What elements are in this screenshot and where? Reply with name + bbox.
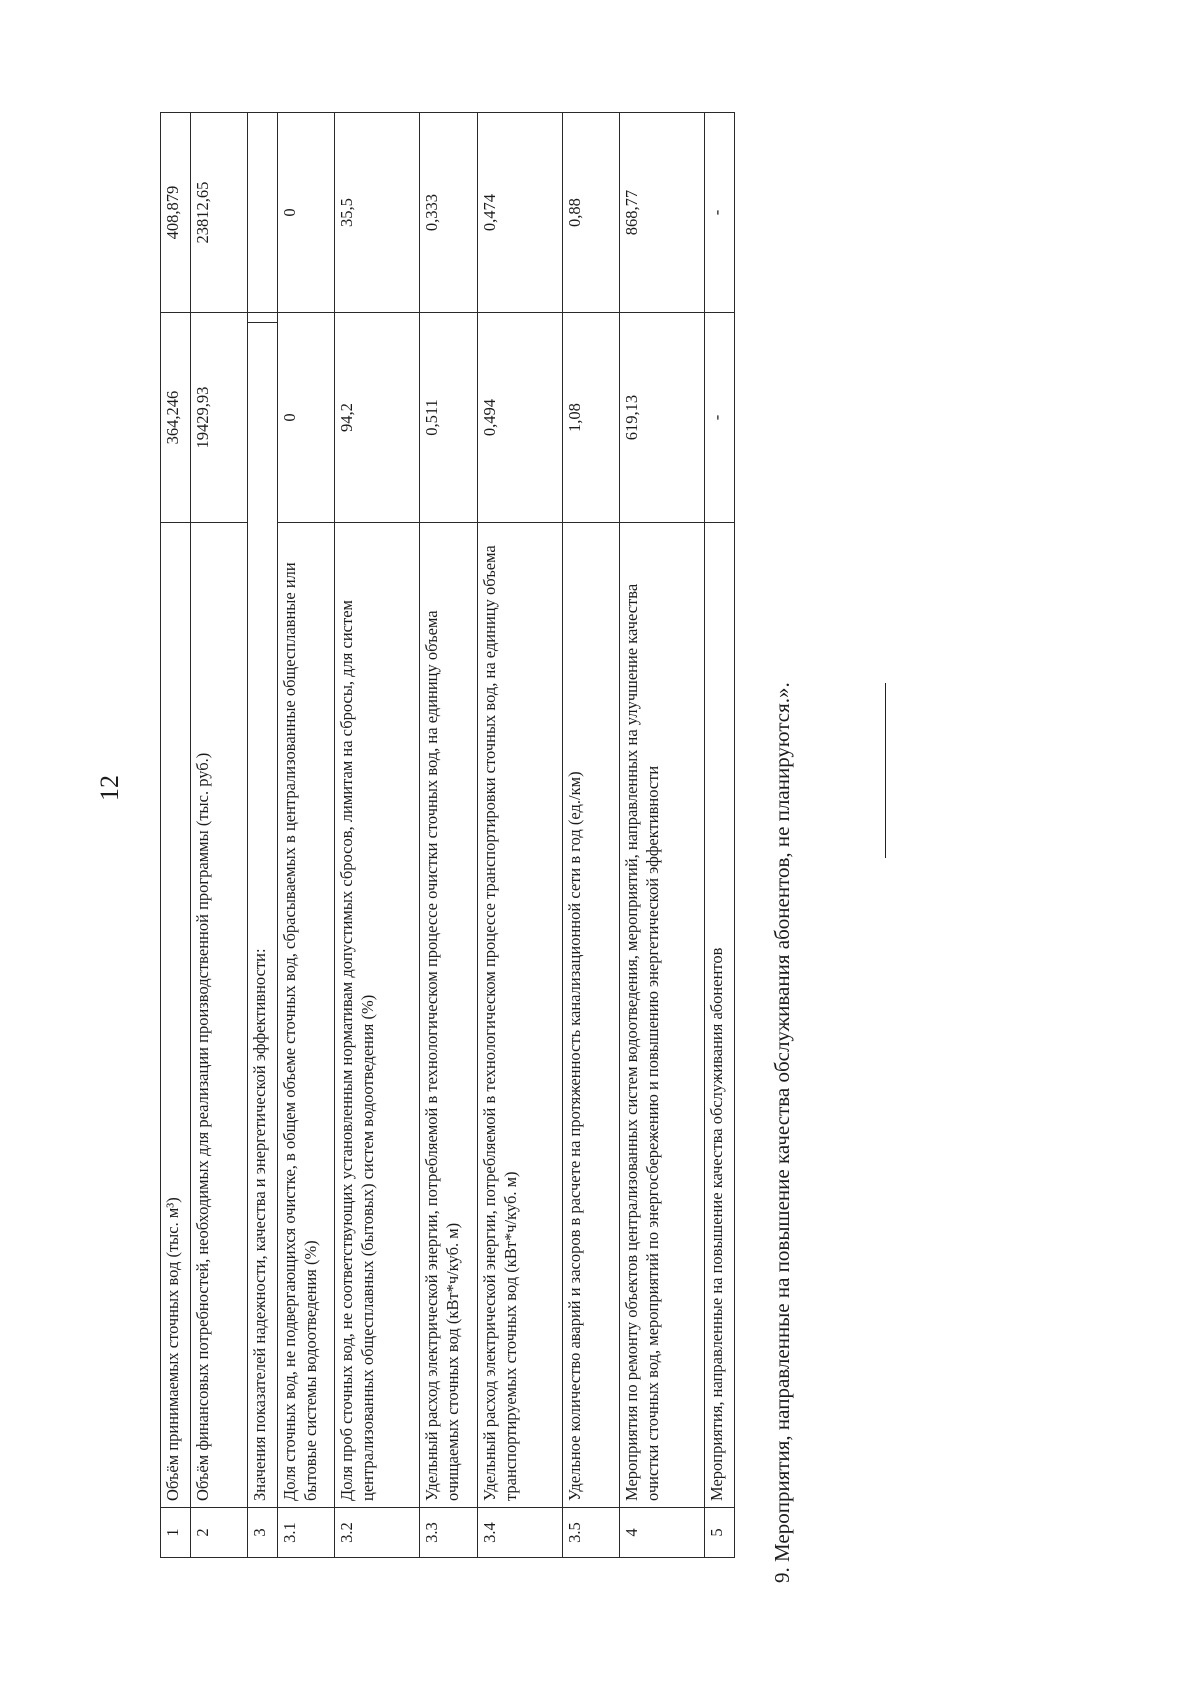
table-row [477, 113, 562, 1558]
value-year-1: - [705, 313, 735, 523]
table-row [190, 113, 247, 1558]
divider-line [885, 683, 886, 858]
row-description: Объём финансовых потребностей, необходимых для реализации производственной программы (тыс. руб.) [190, 523, 247, 1508]
row-description: Объём принимаемых сточных вод (тыс. м³) [161, 523, 191, 1508]
value-year-1: 1,08 [562, 313, 619, 523]
value-year-1: 94,2 [335, 313, 420, 523]
table-row [335, 113, 420, 1558]
value-year-2: 0,474 [477, 113, 562, 313]
table-row [248, 113, 278, 1558]
table-row [420, 113, 477, 1558]
table-row [161, 113, 191, 1558]
row-number: 3 [248, 1508, 278, 1558]
table-row [705, 113, 735, 1558]
row-description: Удельный расход электрической энергии, потребляемой в технологическом процессе транспортировки сточных вод, на единицу объема транспортируемых сточных вод (кВт*ч/куб. м) [477, 523, 562, 1508]
row-description: Значения показателей надежности, качества и энергетической эффективности: [248, 323, 278, 1508]
column-gap [248, 313, 278, 323]
indicators-table [160, 112, 735, 1558]
value-year-1: 364,246 [161, 313, 191, 523]
table-row [620, 113, 705, 1558]
value-year-2: 23812,65 [190, 113, 247, 313]
row-description: Доля проб сточных вод, не соответствующих установленным нормативам допустимых сбросов, лимитам на сбросы, для систем централизованных общесплавных (бытовых) систем водоотведения (%) [335, 523, 420, 1508]
row-number: 3.2 [335, 1508, 420, 1558]
value-year-1: 0 [278, 313, 335, 523]
row-number: 2 [190, 1508, 247, 1558]
value-year-1: 0,494 [477, 313, 562, 523]
value-year-2 [248, 113, 278, 313]
footnote-text: 9. Мероприятия, направленные на повышение качества обслуживания абонентов, не планируются.». [770, 682, 794, 1583]
value-year-2: 0 [278, 113, 335, 313]
value-year-1: 619,13 [620, 313, 705, 523]
value-year-2: 408,879 [161, 113, 191, 313]
table-row [562, 113, 619, 1558]
row-description: Мероприятия по ремонту объектов централизованных систем водоотведения, мероприятий, направленных на улучшение качества очистки сточных вод, мероприятий по энергосбережению и повышению энергетической эффективности [620, 523, 705, 1508]
row-number: 1 [161, 1508, 191, 1558]
row-number: 4 [620, 1508, 705, 1558]
row-description: Удельное количество аварий и засоров в расчете на протяженность канализационной сети в год (ед./км) [562, 523, 619, 1508]
value-year-2: 0,88 [562, 113, 619, 313]
page-number: 12 [95, 775, 124, 801]
row-number: 3.3 [420, 1508, 477, 1558]
value-year-1: 19429,93 [190, 313, 247, 523]
row-description: Мероприятия, направленные на повышение качества обслуживания абонентов [705, 523, 735, 1508]
value-year-2: 868,77 [620, 113, 705, 313]
row-description: Доля сточных вод, не подвергающихся очистке, в общем объеме сточных вод, сбрасываемых в централизованные общесплавные или бытовые системы водоотведения (%) [278, 523, 335, 1508]
row-description: Удельный расход электрической энергии, потребляемой в технологическом процессе очистки сточных вод, на единицу объема очищаемых сточных вод (кВт*ч/куб. м) [420, 523, 477, 1508]
value-year-1: 0,511 [420, 313, 477, 523]
row-number: 3.1 [278, 1508, 335, 1558]
value-year-2: - [705, 113, 735, 313]
value-year-2: 0,333 [420, 113, 477, 313]
row-number: 3.5 [562, 1508, 619, 1558]
value-year-2: 35,5 [335, 113, 420, 313]
row-number: 3.4 [477, 1508, 562, 1558]
row-number: 5 [705, 1508, 735, 1558]
table-row [278, 113, 335, 1558]
